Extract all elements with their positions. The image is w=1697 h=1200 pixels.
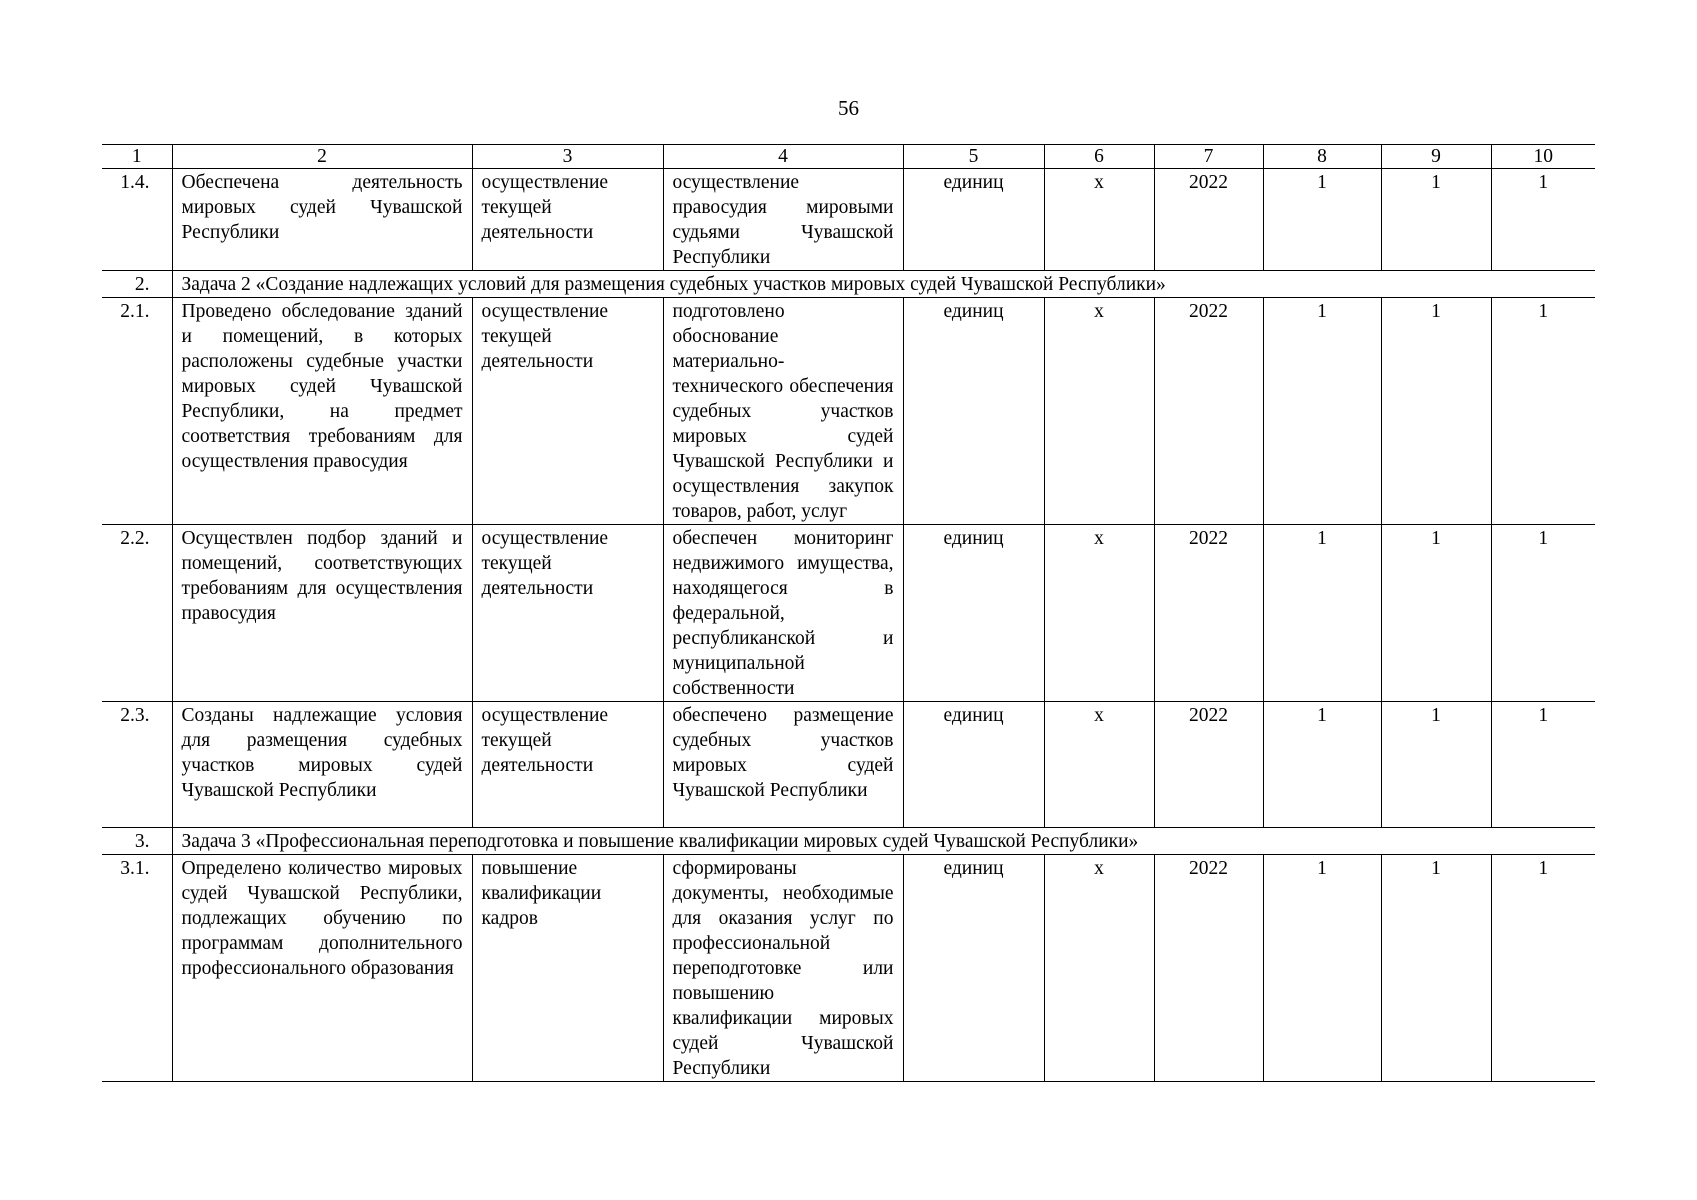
activity-type-cell: повышение квалификации кадров	[472, 855, 663, 1082]
unit-cell: единиц	[903, 702, 1044, 828]
value-cell: 1	[1263, 525, 1381, 702]
value-cell: х	[1044, 702, 1154, 828]
year-cell: 2022	[1154, 702, 1263, 828]
header-cell: 7	[1154, 145, 1263, 169]
value-cell: 1	[1491, 855, 1595, 1082]
header-cell: 5	[903, 145, 1044, 169]
value-cell: 1	[1491, 702, 1595, 828]
task-title: Задача 3 «Профессиональная переподготовка и повышение квалификации мировых судей Чувашской Республики»	[172, 828, 1595, 855]
table-row	[102, 525, 1595, 702]
row-number: 2.1.	[102, 298, 172, 525]
unit-cell: единиц	[903, 855, 1044, 1082]
description-cell: сформированы документы, необходимые для оказания услуг по профессиональной переподготовке или повышению квалификации мировых судей Чувашской Республики	[663, 855, 903, 1082]
activity-type-cell: осуществление текущей деятельности	[472, 702, 663, 828]
row-number: 1.4.	[102, 169, 172, 271]
header-cell: 2	[172, 145, 472, 169]
activity-type-cell: осуществление текущей деятельности	[472, 525, 663, 702]
value-cell: 1	[1381, 855, 1491, 1082]
unit-cell: единиц	[903, 525, 1044, 702]
value-cell: 1	[1491, 169, 1595, 271]
table-row	[102, 855, 1595, 1082]
value-cell: х	[1044, 298, 1154, 525]
description-cell: обеспечено размещение судебных участков мировых судей Чувашской Республики	[663, 702, 903, 828]
year-cell: 2022	[1154, 169, 1263, 271]
result-cell: Созданы надлежащие условия для размещения судебных участков мировых судей Чувашской Республики	[172, 702, 472, 828]
value-cell: 1	[1263, 702, 1381, 828]
description-cell: осуществление правосудия мировыми судьями Чувашской Республики	[663, 169, 903, 271]
value-cell: 1	[1381, 298, 1491, 525]
result-cell: Определено количество мировых судей Чувашской Республики, подлежащих обучению по программам дополнительного профессионального образования	[172, 855, 472, 1082]
year-cell: 2022	[1154, 298, 1263, 525]
header-row	[102, 145, 1595, 169]
row-number: 3.1.	[102, 855, 172, 1082]
row-number: 2.	[102, 271, 172, 298]
table-row	[102, 702, 1595, 828]
header-cell: 1	[102, 145, 172, 169]
row-number: 2.2.	[102, 525, 172, 702]
value-cell: 1	[1491, 298, 1595, 525]
row-number: 3.	[102, 828, 172, 855]
task-row	[102, 271, 1595, 298]
task-title: Задача 2 «Создание надлежащих условий для размещения судебных участков мировых судей Чувашской Республики»	[172, 271, 1595, 298]
value-cell: 1	[1491, 525, 1595, 702]
activity-type-cell: осуществление текущей деятельности	[472, 169, 663, 271]
value-cell: х	[1044, 855, 1154, 1082]
table-row	[102, 298, 1595, 525]
value-cell: 1	[1263, 169, 1381, 271]
year-cell: 2022	[1154, 525, 1263, 702]
value-cell: х	[1044, 525, 1154, 702]
value-cell: 1	[1381, 525, 1491, 702]
unit-cell: единиц	[903, 298, 1044, 525]
indicators-table	[102, 144, 1595, 1082]
header-cell: 9	[1381, 145, 1491, 169]
header-cell: 6	[1044, 145, 1154, 169]
value-cell: 1	[1381, 169, 1491, 271]
description-cell: подготовлено обоснование материально-технического обеспечения судебных участков мировых судей Чувашской Республики и осуществления закупок товаров, работ, услуг	[663, 298, 903, 525]
result-cell: Обеспечена деятельность мировых судей Чувашской Республики	[172, 169, 472, 271]
year-cell: 2022	[1154, 855, 1263, 1082]
value-cell: х	[1044, 169, 1154, 271]
table-row	[102, 169, 1595, 271]
header-cell: 8	[1263, 145, 1381, 169]
activity-type-cell: осуществление текущей деятельности	[472, 298, 663, 525]
header-cell: 3	[472, 145, 663, 169]
description-cell: обеспечен мониторинг недвижимого имущества, находящегося в федеральной, республиканской и муниципальной собственности	[663, 525, 903, 702]
task-row	[102, 828, 1595, 855]
value-cell: 1	[1263, 855, 1381, 1082]
header-cell: 4	[663, 145, 903, 169]
unit-cell: единиц	[903, 169, 1044, 271]
row-number: 2.3.	[102, 702, 172, 828]
value-cell: 1	[1263, 298, 1381, 525]
result-cell: Проведено обследование зданий и помещений, в которых расположены судебные участки мировых судей Чувашской Республики, на предмет соответствия требованиям для осуществления правосудия	[172, 298, 472, 525]
value-cell: 1	[1381, 702, 1491, 828]
result-cell: Осуществлен подбор зданий и помещений, соответствующих требованиям для осуществления правосудия	[172, 525, 472, 702]
page-number: 56	[838, 96, 859, 120]
header-cell: 10	[1491, 145, 1595, 169]
